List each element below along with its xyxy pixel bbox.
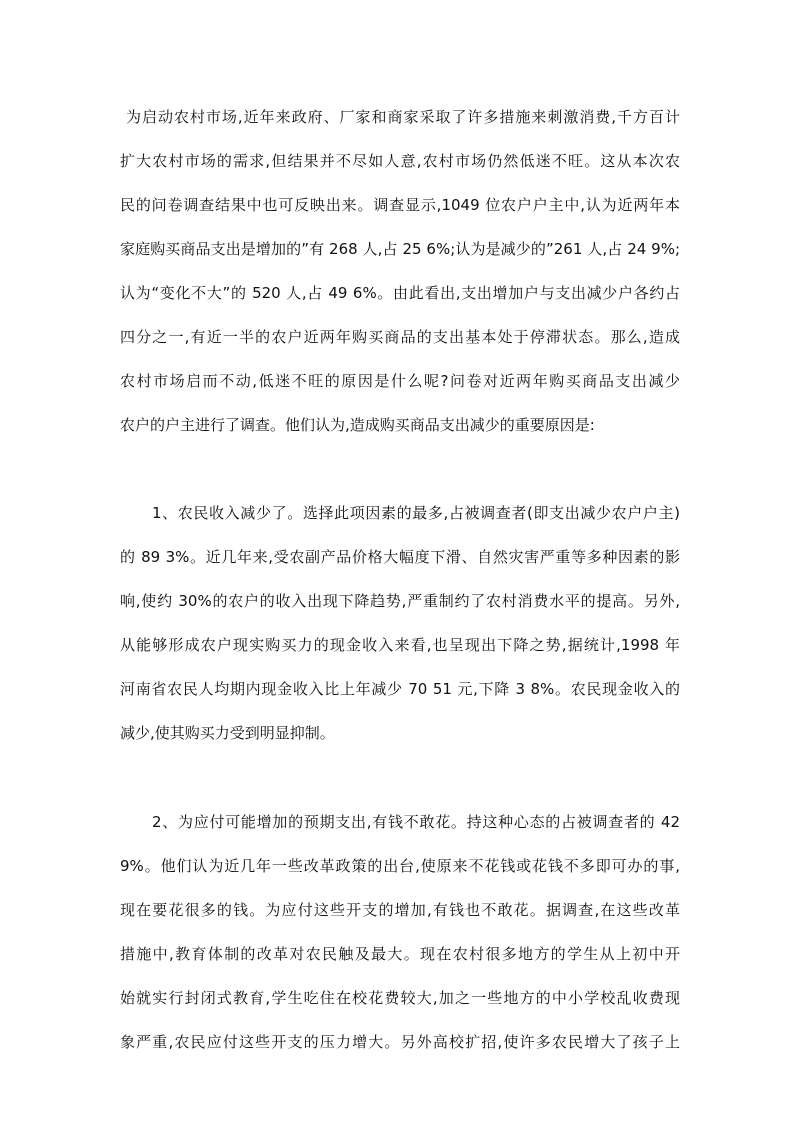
- intro-line-7: 农村市场启而不动,低迷不旺的原因是什么呢?问卷对近两年购买商品支出减少: [120, 372, 680, 390]
- intro-line-4: 家庭购买商品支出是增加的”有 268 人,占 25 6%;认为是减少的”261 人,占 24 9%;: [120, 240, 680, 258]
- reason-2-line-2: 9%。他们认为近几年一些改革政策的出台,使原来不花钱或花钱不多即可办的事,: [120, 857, 680, 875]
- reason-1-line-5: 河南省农民人均期内现金收入比上年减少 70 51 元,下降 3 8%。农民现金收入的: [120, 680, 680, 698]
- reason-2-line-1: 2、为应付可能增加的预期支出,有钱不敢花。持这种心态的占被调查者的 42: [152, 813, 680, 831]
- intro-line-1: 为启动农村市场,近年来政府、厂家和商家采取了许多措施来刺激消费,千方百计: [126, 108, 680, 126]
- intro-line-6: 四分之一,有近一半的农户近两年购买商品的支出基本处于停滞状态。那么,造成: [120, 328, 680, 346]
- reason-1-line-4: 从能够形成农户现实购买力的现金收入来看,也呈现出下降之势,据统计,1998 年: [120, 636, 680, 654]
- intro-line-2: 扩大农村市场的需求,但结果并不尽如人意,农村市场仍然低迷不旺。这从本次农: [120, 152, 680, 170]
- reason-1-line-2: 的 89 3%。近几年来,受农副产品价格大幅度下滑、自然灾害严重等多种因素的影: [120, 548, 680, 566]
- reason-2-line-6: 象严重,农民应付这些开支的压力增大。另外高校扩招,使许多农民增大了孩子上: [120, 1033, 680, 1051]
- intro-line-8: 农户的户主进行了调查。他们认为,造成购买商品支出减少的重要原因是:: [120, 416, 595, 434]
- reason-2-line-4: 措施中,教育体制的改革对农民触及最大。现在农村很多地方的学生从上初中开: [120, 945, 680, 963]
- intro-line-3: 民的问卷调查结果中也可反映出来。调查显示,1049 位农户户主中,认为近两年本: [120, 196, 680, 214]
- reason-2-line-5: 始就实行封闭式教育,学生吃住在校花费较大,加之一些地方的中小学校乱收费现: [120, 989, 680, 1007]
- reason-2-line-3: 现在要花很多的钱。为应付这些开支的增加,有钱也不敢花。据调查,在这些改革: [120, 901, 680, 919]
- reason-1-line-1: 1、农民收入减少了。选择此项因素的最多,占被调查者(即支出减少农户户主): [152, 504, 680, 522]
- reason-1-line-3: 响,使约 30%的农户的收入出现下降趋势,严重制约了农村消费水平的提高。另外,: [120, 592, 680, 610]
- reason-1-line-6: 减少,使其购买力受到明显抑制。: [120, 724, 335, 742]
- intro-line-5: 认为“变化不大”的 520 人,占 49 6%。由此看出,支出增加户与支出减少户各约占: [120, 284, 680, 302]
